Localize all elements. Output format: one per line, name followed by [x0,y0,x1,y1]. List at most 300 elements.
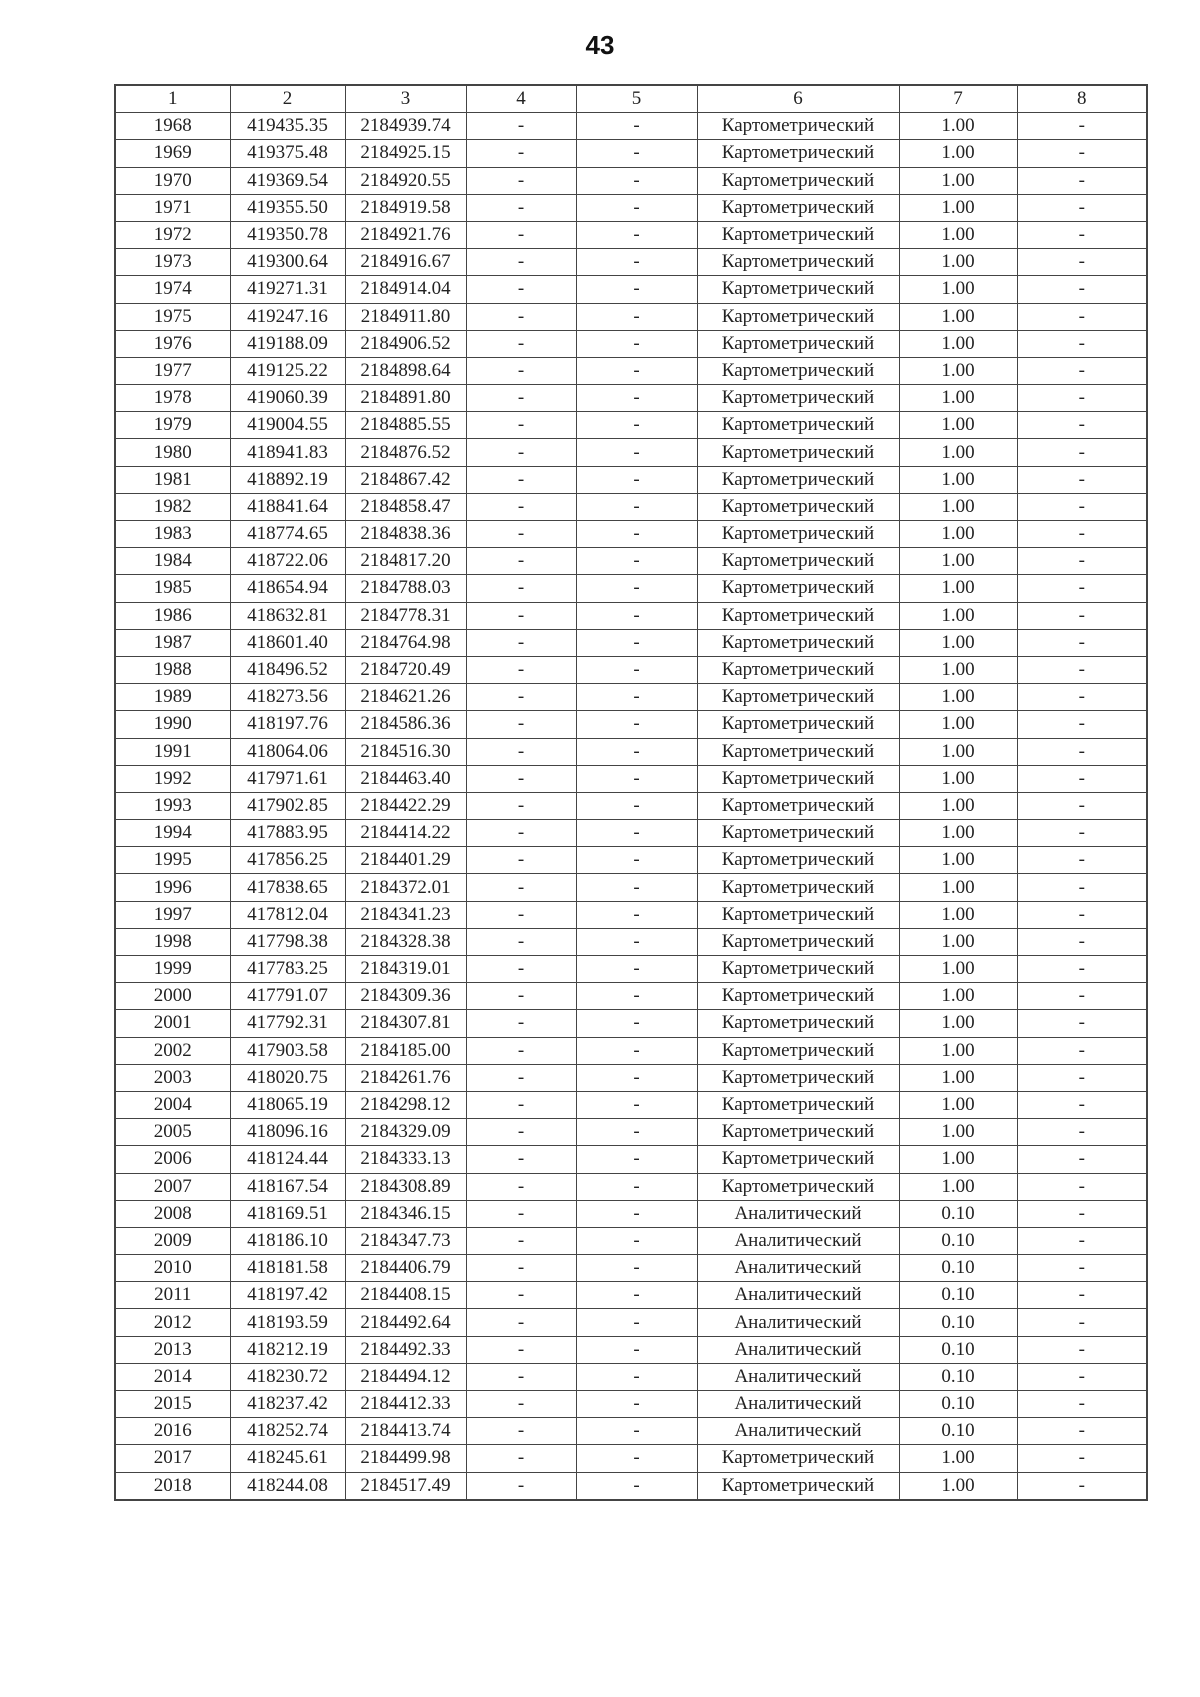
table-row [115,276,1147,303]
method-cell: Картометрический [697,656,899,683]
accuracy-cell: 1.00 [899,249,1017,276]
col-5-cell: - [576,249,697,276]
accuracy-cell: 1.00 [899,928,1017,955]
table-row [115,493,1147,520]
point-number-cell: 2017 [115,1445,230,1472]
coord-x-cell: 418244.08 [230,1472,345,1500]
point-number-cell: 1982 [115,493,230,520]
table-row [115,1064,1147,1091]
col-8-cell: - [1017,711,1147,738]
accuracy-cell: 1.00 [899,385,1017,412]
col-4-cell: - [466,602,576,629]
accuracy-cell: 1.00 [899,1173,1017,1200]
table-row [115,1472,1147,1500]
col-5-cell: - [576,113,697,140]
method-cell: Картометрический [697,765,899,792]
coord-y-cell: 2184788.03 [345,575,466,602]
table-row [115,901,1147,928]
method-cell: Картометрический [697,820,899,847]
table-row [115,140,1147,167]
col-4-cell: - [466,956,576,983]
col-5-cell: - [576,276,697,303]
col-8-cell: - [1017,1363,1147,1390]
col-8-cell: - [1017,602,1147,629]
coord-y-cell: 2184463.40 [345,765,466,792]
coord-x-cell: 418124.44 [230,1146,345,1173]
col-5-cell: - [576,684,697,711]
col-4-cell: - [466,521,576,548]
col-5-cell: - [576,956,697,983]
accuracy-cell: 1.00 [899,765,1017,792]
col-4-cell: - [466,738,576,765]
point-number-cell: 1981 [115,466,230,493]
coord-y-cell: 2184891.80 [345,385,466,412]
coord-x-cell: 418632.81 [230,602,345,629]
coord-x-cell: 418892.19 [230,466,345,493]
col-5-cell: - [576,1037,697,1064]
coord-x-cell: 419375.48 [230,140,345,167]
column-header-8: 8 [1017,85,1147,113]
col-5-cell: - [576,711,697,738]
coord-x-cell: 418020.75 [230,1064,345,1091]
point-number-cell: 1995 [115,847,230,874]
method-cell: Аналитический [697,1391,899,1418]
method-cell: Картометрический [697,956,899,983]
point-number-cell: 2002 [115,1037,230,1064]
col-8-cell: - [1017,847,1147,874]
coord-x-cell: 418181.58 [230,1255,345,1282]
coord-y-cell: 2184319.01 [345,956,466,983]
col-8-cell: - [1017,656,1147,683]
col-5-cell: - [576,303,697,330]
column-header-5: 5 [576,85,697,113]
col-8-cell: - [1017,1064,1147,1091]
col-8-cell: - [1017,901,1147,928]
col-5-cell: - [576,1472,697,1500]
table-body [115,113,1147,1500]
col-8-cell: - [1017,521,1147,548]
point-number-cell: 1977 [115,357,230,384]
col-8-cell: - [1017,276,1147,303]
coord-y-cell: 2184308.89 [345,1173,466,1200]
point-number-cell: 1991 [115,738,230,765]
accuracy-cell: 0.10 [899,1363,1017,1390]
col-8-cell: - [1017,1418,1147,1445]
coord-y-cell: 2184621.26 [345,684,466,711]
point-number-cell: 1992 [115,765,230,792]
coord-y-cell: 2184347.73 [345,1227,466,1254]
coord-x-cell: 418273.56 [230,684,345,711]
coord-y-cell: 2184516.30 [345,738,466,765]
accuracy-cell: 1.00 [899,330,1017,357]
col-4-cell: - [466,792,576,819]
col-4-cell: - [466,928,576,955]
point-number-cell: 1975 [115,303,230,330]
coord-y-cell: 2184517.49 [345,1472,466,1500]
table-row [115,1255,1147,1282]
col-5-cell: - [576,330,697,357]
point-number-cell: 2014 [115,1363,230,1390]
column-header-4: 4 [466,85,576,113]
accuracy-cell: 1.00 [899,684,1017,711]
col-5-cell: - [576,385,697,412]
method-cell: Картометрический [697,1091,899,1118]
point-number-cell: 2011 [115,1282,230,1309]
table-row [115,1336,1147,1363]
table-row [115,412,1147,439]
col-4-cell: - [466,1363,576,1390]
col-8-cell: - [1017,1146,1147,1173]
accuracy-cell: 1.00 [899,221,1017,248]
accuracy-cell: 1.00 [899,847,1017,874]
col-8-cell: - [1017,792,1147,819]
col-4-cell: - [466,1064,576,1091]
point-number-cell: 1998 [115,928,230,955]
coord-x-cell: 418496.52 [230,656,345,683]
col-4-cell: - [466,656,576,683]
table-row [115,1037,1147,1064]
method-cell: Картометрический [697,167,899,194]
col-5-cell: - [576,221,697,248]
table-row [115,738,1147,765]
col-8-cell: - [1017,1336,1147,1363]
method-cell: Картометрический [697,983,899,1010]
coord-y-cell: 2184921.76 [345,221,466,248]
col-4-cell: - [466,1200,576,1227]
coord-x-cell: 419350.78 [230,221,345,248]
column-header-1: 1 [115,85,230,113]
accuracy-cell: 1.00 [899,1010,1017,1037]
col-4-cell: - [466,1336,576,1363]
col-4-cell: - [466,874,576,901]
table-row [115,1173,1147,1200]
table-row [115,1418,1147,1445]
col-4-cell: - [466,575,576,602]
col-5-cell: - [576,602,697,629]
table-row [115,221,1147,248]
coord-y-cell: 2184413.74 [345,1418,466,1445]
coord-y-cell: 2184764.98 [345,629,466,656]
coord-y-cell: 2184329.09 [345,1119,466,1146]
point-number-cell: 1994 [115,820,230,847]
coord-x-cell: 418774.65 [230,521,345,548]
accuracy-cell: 0.10 [899,1255,1017,1282]
col-4-cell: - [466,684,576,711]
col-4-cell: - [466,330,576,357]
accuracy-cell: 1.00 [899,956,1017,983]
col-5-cell: - [576,1200,697,1227]
method-cell: Картометрический [697,792,899,819]
table-row [115,521,1147,548]
col-8-cell: - [1017,983,1147,1010]
coord-y-cell: 2184492.64 [345,1309,466,1336]
coord-y-cell: 2184422.29 [345,792,466,819]
coord-y-cell: 2184898.64 [345,357,466,384]
point-number-cell: 2007 [115,1173,230,1200]
point-number-cell: 1990 [115,711,230,738]
coord-x-cell: 419369.54 [230,167,345,194]
col-4-cell: - [466,167,576,194]
coord-y-cell: 2184919.58 [345,194,466,221]
coord-x-cell: 418654.94 [230,575,345,602]
col-4-cell: - [466,466,576,493]
method-cell: Картометрический [697,357,899,384]
point-number-cell: 1986 [115,602,230,629]
table-row [115,194,1147,221]
col-5-cell: - [576,521,697,548]
col-5-cell: - [576,1010,697,1037]
point-number-cell: 1997 [115,901,230,928]
col-4-cell: - [466,1119,576,1146]
col-8-cell: - [1017,1391,1147,1418]
accuracy-cell: 1.00 [899,521,1017,548]
col-8-cell: - [1017,439,1147,466]
table-row [115,330,1147,357]
coord-x-cell: 418064.06 [230,738,345,765]
point-number-cell: 2006 [115,1146,230,1173]
col-4-cell: - [466,1010,576,1037]
column-header-2: 2 [230,85,345,113]
col-5-cell: - [576,194,697,221]
col-8-cell: - [1017,928,1147,955]
method-cell: Картометрический [697,1445,899,1472]
accuracy-cell: 1.00 [899,1037,1017,1064]
method-cell: Аналитический [697,1309,899,1336]
table-row [115,1363,1147,1390]
coord-y-cell: 2184499.98 [345,1445,466,1472]
accuracy-cell: 0.10 [899,1309,1017,1336]
coord-x-cell: 418601.40 [230,629,345,656]
point-number-cell: 2004 [115,1091,230,1118]
accuracy-cell: 1.00 [899,357,1017,384]
col-4-cell: - [466,1309,576,1336]
table-row [115,249,1147,276]
accuracy-cell: 1.00 [899,1091,1017,1118]
coord-x-cell: 418065.19 [230,1091,345,1118]
coord-x-cell: 419355.50 [230,194,345,221]
col-5-cell: - [576,738,697,765]
point-number-cell: 1971 [115,194,230,221]
col-5-cell: - [576,765,697,792]
col-5-cell: - [576,1119,697,1146]
col-8-cell: - [1017,629,1147,656]
table-row [115,765,1147,792]
coord-y-cell: 2184261.76 [345,1064,466,1091]
coord-x-cell: 418186.10 [230,1227,345,1254]
col-4-cell: - [466,983,576,1010]
table-row [115,439,1147,466]
col-8-cell: - [1017,1091,1147,1118]
col-4-cell: - [466,385,576,412]
accuracy-cell: 1.00 [899,194,1017,221]
coord-x-cell: 417903.58 [230,1037,345,1064]
coord-y-cell: 2184778.31 [345,602,466,629]
col-5-cell: - [576,1064,697,1091]
table-row [115,602,1147,629]
point-number-cell: 1969 [115,140,230,167]
col-5-cell: - [576,575,697,602]
accuracy-cell: 1.00 [899,412,1017,439]
col-5-cell: - [576,1391,697,1418]
table-row [115,385,1147,412]
table-row [115,575,1147,602]
table-row [115,303,1147,330]
col-4-cell: - [466,1391,576,1418]
accuracy-cell: 1.00 [899,629,1017,656]
point-number-cell: 1984 [115,548,230,575]
point-number-cell: 2010 [115,1255,230,1282]
coord-x-cell: 417902.85 [230,792,345,819]
table-row [115,792,1147,819]
method-cell: Картометрический [697,521,899,548]
coord-x-cell: 418193.59 [230,1309,345,1336]
method-cell: Аналитический [697,1200,899,1227]
point-number-cell: 2001 [115,1010,230,1037]
col-4-cell: - [466,820,576,847]
accuracy-cell: 1.00 [899,493,1017,520]
coord-x-cell: 418245.61 [230,1445,345,1472]
col-5-cell: - [576,466,697,493]
method-cell: Картометрический [697,575,899,602]
col-5-cell: - [576,1146,697,1173]
col-4-cell: - [466,1227,576,1254]
coord-y-cell: 2184817.20 [345,548,466,575]
coord-x-cell: 417856.25 [230,847,345,874]
coord-y-cell: 2184307.81 [345,1010,466,1037]
accuracy-cell: 1.00 [899,303,1017,330]
coord-y-cell: 2184586.36 [345,711,466,738]
point-number-cell: 1989 [115,684,230,711]
accuracy-cell: 1.00 [899,140,1017,167]
col-4-cell: - [466,194,576,221]
table-row [115,874,1147,901]
method-cell: Картометрический [697,439,899,466]
col-5-cell: - [576,874,697,901]
method-cell: Аналитический [697,1255,899,1282]
method-cell: Картометрический [697,874,899,901]
coord-y-cell: 2184408.15 [345,1282,466,1309]
header-row [115,85,1147,113]
col-5-cell: - [576,1091,697,1118]
col-8-cell: - [1017,493,1147,520]
table-row [115,656,1147,683]
col-8-cell: - [1017,956,1147,983]
point-number-cell: 2009 [115,1227,230,1254]
accuracy-cell: 1.00 [899,1445,1017,1472]
coord-y-cell: 2184333.13 [345,1146,466,1173]
column-header-3: 3 [345,85,466,113]
col-5-cell: - [576,140,697,167]
coord-y-cell: 2184876.52 [345,439,466,466]
coord-y-cell: 2184858.47 [345,493,466,520]
accuracy-cell: 1.00 [899,738,1017,765]
col-4-cell: - [466,412,576,439]
accuracy-cell: 1.00 [899,276,1017,303]
col-8-cell: - [1017,466,1147,493]
method-cell: Картометрический [697,113,899,140]
col-8-cell: - [1017,330,1147,357]
coord-x-cell: 418941.83 [230,439,345,466]
method-cell: Картометрический [697,1037,899,1064]
method-cell: Картометрический [697,493,899,520]
col-8-cell: - [1017,1227,1147,1254]
col-8-cell: - [1017,385,1147,412]
col-5-cell: - [576,167,697,194]
point-number-cell: 1987 [115,629,230,656]
coord-x-cell: 419188.09 [230,330,345,357]
coord-x-cell: 419125.22 [230,357,345,384]
coord-x-cell: 418722.06 [230,548,345,575]
coord-x-cell: 419247.16 [230,303,345,330]
coord-y-cell: 2184867.42 [345,466,466,493]
coord-x-cell: 419060.39 [230,385,345,412]
coord-y-cell: 2184838.36 [345,521,466,548]
col-4-cell: - [466,1255,576,1282]
table-row [115,548,1147,575]
method-cell: Картометрический [697,1472,899,1500]
point-number-cell: 2008 [115,1200,230,1227]
col-4-cell: - [466,1418,576,1445]
table-row [115,711,1147,738]
col-4-cell: - [466,548,576,575]
accuracy-cell: 1.00 [899,901,1017,928]
accuracy-cell: 1.00 [899,602,1017,629]
coord-x-cell: 417838.65 [230,874,345,901]
point-number-cell: 1985 [115,575,230,602]
col-8-cell: - [1017,113,1147,140]
coord-y-cell: 2184372.01 [345,874,466,901]
coord-y-cell: 2184341.23 [345,901,466,928]
coord-x-cell: 418230.72 [230,1363,345,1390]
table-row [115,1146,1147,1173]
col-5-cell: - [576,1173,697,1200]
col-5-cell: - [576,1445,697,1472]
table-row [115,928,1147,955]
coord-y-cell: 2184494.12 [345,1363,466,1390]
col-5-cell: - [576,1363,697,1390]
point-number-cell: 1978 [115,385,230,412]
coordinates-table [114,84,1148,1501]
point-number-cell: 2013 [115,1336,230,1363]
col-8-cell: - [1017,1255,1147,1282]
method-cell: Картометрический [697,901,899,928]
coord-y-cell: 2184916.67 [345,249,466,276]
col-5-cell: - [576,1336,697,1363]
method-cell: Аналитический [697,1282,899,1309]
col-4-cell: - [466,221,576,248]
table-row [115,983,1147,1010]
column-header-6: 6 [697,85,899,113]
col-8-cell: - [1017,820,1147,847]
col-8-cell: - [1017,412,1147,439]
method-cell: Картометрический [697,140,899,167]
coord-y-cell: 2184492.33 [345,1336,466,1363]
coord-y-cell: 2184406.79 [345,1255,466,1282]
method-cell: Картометрический [697,629,899,656]
col-5-cell: - [576,548,697,575]
col-4-cell: - [466,276,576,303]
point-number-cell: 2005 [115,1119,230,1146]
coord-y-cell: 2184414.22 [345,820,466,847]
coord-x-cell: 418169.51 [230,1200,345,1227]
col-5-cell: - [576,820,697,847]
coord-x-cell: 417783.25 [230,956,345,983]
col-4-cell: - [466,140,576,167]
point-number-cell: 2016 [115,1418,230,1445]
col-4-cell: - [466,1146,576,1173]
col-5-cell: - [576,901,697,928]
table-row [115,1227,1147,1254]
